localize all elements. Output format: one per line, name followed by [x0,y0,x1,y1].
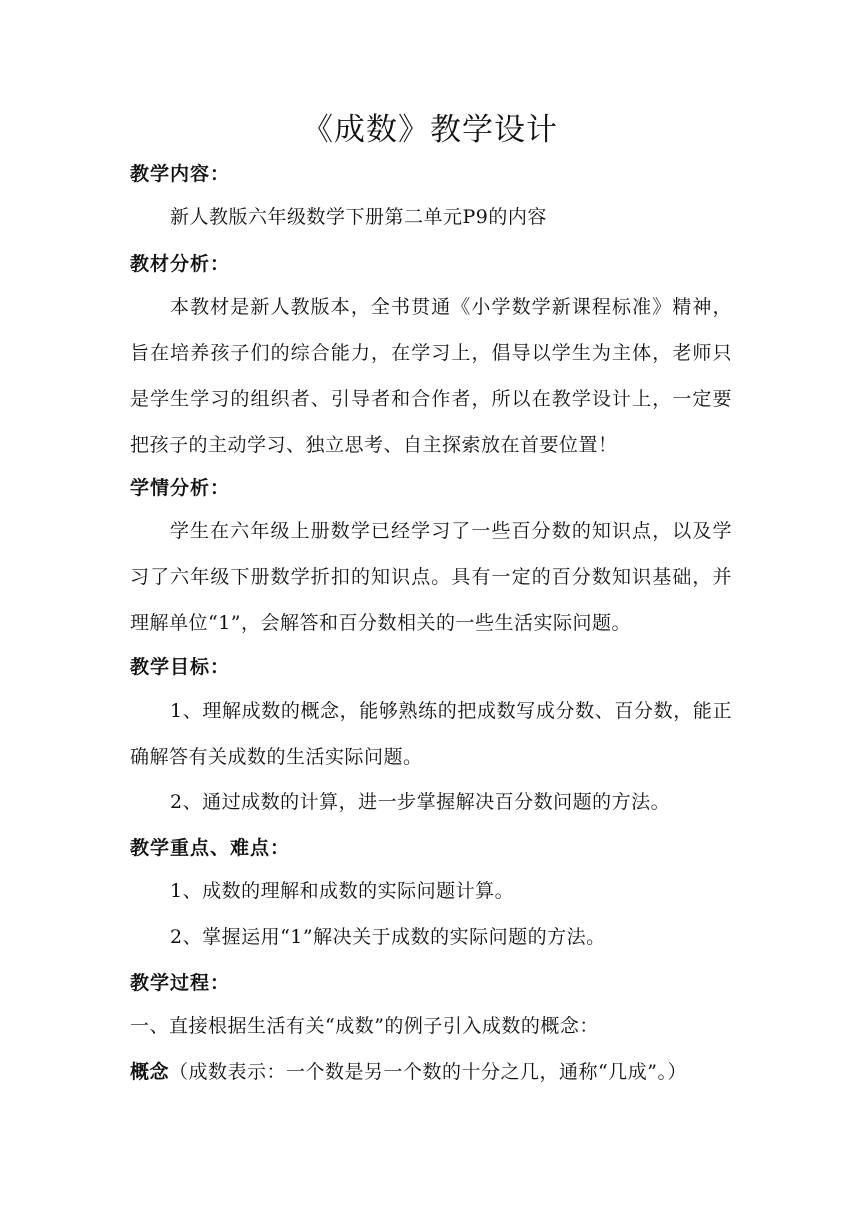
heading-student-analysis: 学情分析： [130,477,231,499]
heading-teaching-goals: 教学目标： [130,656,231,678]
paragraph-key-1: 1、成数的理解和成数的实际问题计算。 [170,880,515,902]
paragraph-goal-1: 1、理解成数的概念，能够熟练的把成数写成分数、百分数，能正确解答有关成数的生活实际问题。 [130,700,732,768]
heading-teaching-process: 教学过程： [130,972,231,994]
paragraph-material-analysis: 本教材是新人教版本，全书贯通《小学数学新课程标准》精神，旨在培养孩子们的综合能力，在学习上，倡导以学生为主体，老师只是学生学习的组织者、引导者和合作者，所以在教学设计上，一定要把孩子的主动学习、独立思考、自主探索放在首要位置！ [130,296,732,456]
document-title: 《成数》教学设计 [302,112,558,148]
paragraph-student-analysis: 学生在六年级上册数学已经学习了一些百分数的知识点，以及学习了六年级下册数学折扣的知识点。具有一定的百分数知识基础，并理解单位“1”，会解答和百分数相关的一些生活实际问题。 [130,520,732,634]
paragraph-process-1: 一、直接根据生活有关“成数”的例子引入成数的概念： [130,1015,599,1037]
paragraph-key-2: 2、掌握运用“1”解决关于成数的实际问题的方法。 [170,926,606,948]
heading-key-points: 教学重点、难点： [130,837,291,859]
paragraph-concept [130,1049,732,1095]
concept-label: 概念 [130,1061,170,1083]
concept-text: （成数表示：一个数是另一个数的十分之几，通称“几成”。） [169,1061,687,1083]
paragraph-teaching-content: 新人教版六年级数学下册第二单元P9的内容 [170,206,547,228]
heading-teaching-content: 教学内容： [130,163,231,185]
heading-material-analysis: 教材分析： [130,253,231,275]
paragraph-goal-2: 2、通过成数的计算，进一步掌握解决百分数问题的方法。 [170,791,671,813]
